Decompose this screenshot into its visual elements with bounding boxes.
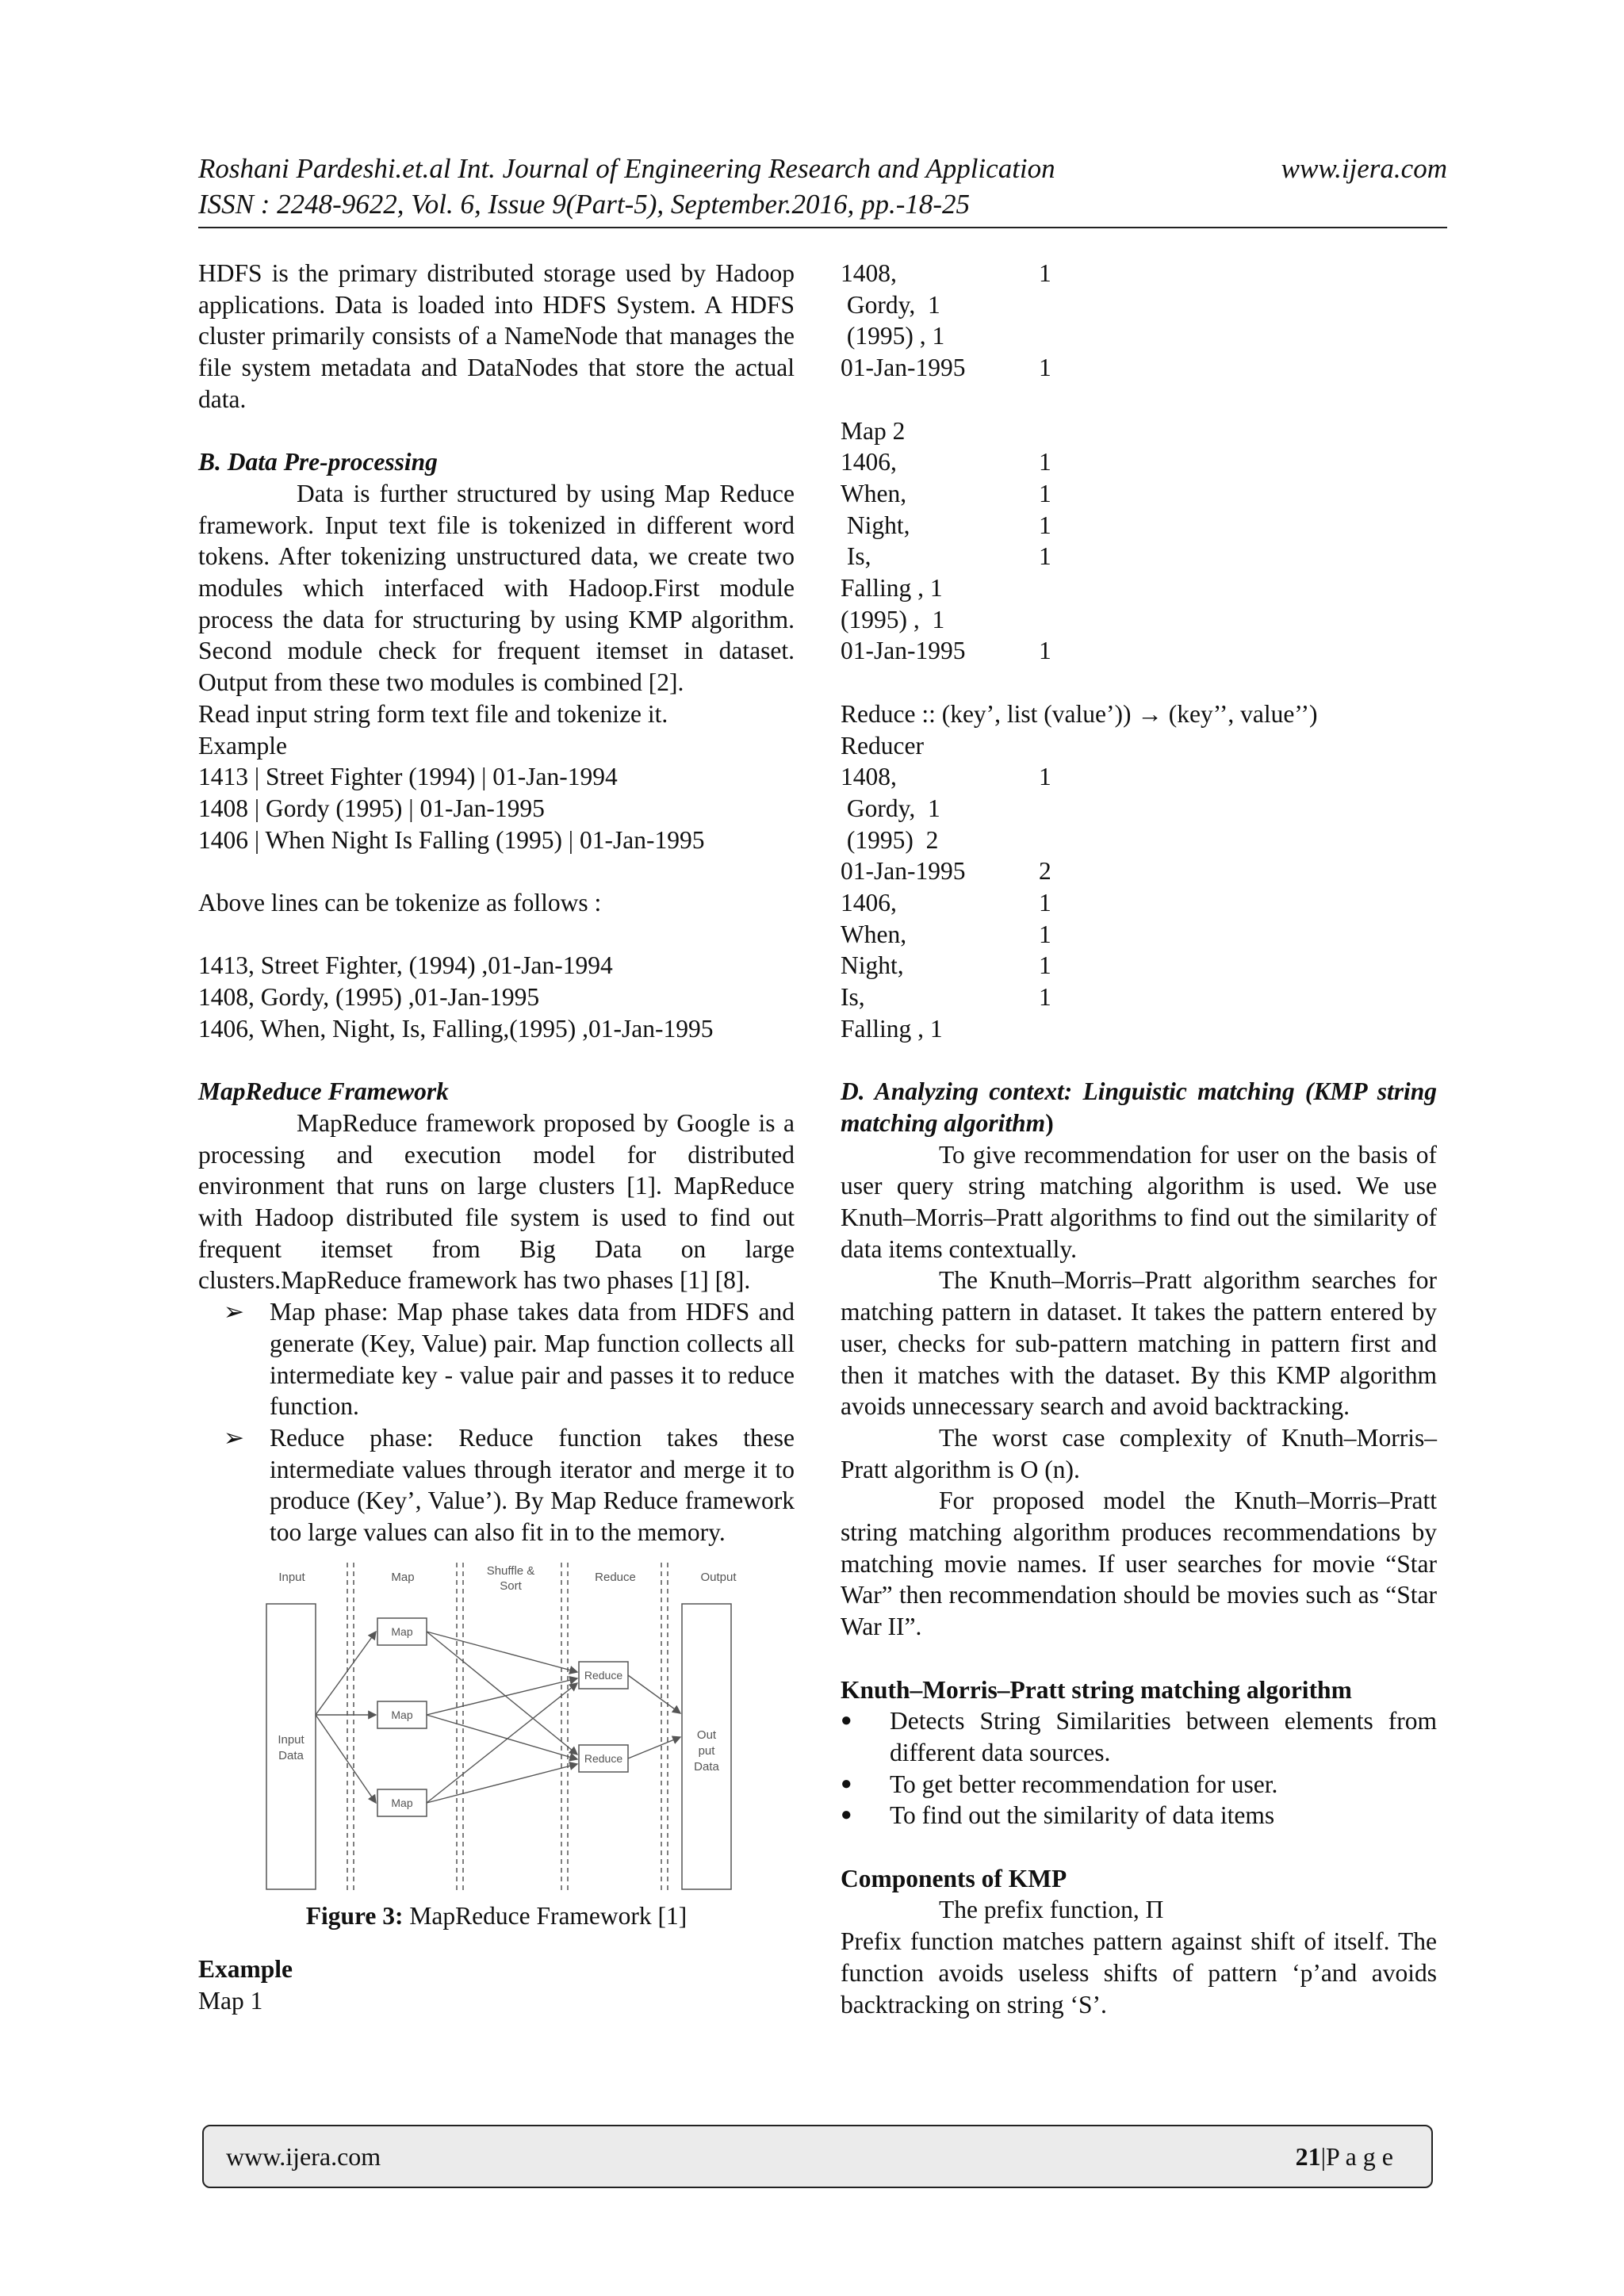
flow-arrow bbox=[427, 1678, 577, 1715]
flow-arrow bbox=[427, 1764, 577, 1803]
kv-row: Night, 1 bbox=[841, 511, 1051, 539]
output-label: Data bbox=[694, 1759, 719, 1774]
kv-row: Is, 1 bbox=[841, 542, 1051, 571]
kv-row: 1408, 1 bbox=[841, 763, 1051, 791]
flow-arrow bbox=[427, 1632, 577, 1672]
header-input: Input bbox=[278, 1570, 305, 1584]
reduce-label: Reduce bbox=[584, 1751, 623, 1765]
prefix-function-line: The prefix function, Π bbox=[939, 1896, 1164, 1924]
flow-arrow bbox=[427, 1715, 577, 1759]
kmp-paragraph: The Knuth–Morris–Pratt algorithm searches for matching pattern in dataset. It takes the pattern entered by user, checks for sub-pattern matching in pattern first and then it matches with the dataset. By this KMP algorithm avoids unnecessary search and avoid backtracking. bbox=[841, 1266, 1437, 1421]
kmp-paragraph: For proposed model the Knuth–Morris–Pratt string matching algorithm produces recommendations by matching movie names. If user searches for movie “Star War” then recommendation should be movies such as “Star War II”. bbox=[841, 1487, 1437, 1641]
kv-row: When, 1 bbox=[841, 920, 1051, 948]
header-output: Output bbox=[700, 1570, 737, 1584]
kv-row: 1406, 1 bbox=[841, 889, 1051, 917]
kv-row: Falling , 1 bbox=[841, 1014, 943, 1043]
example-label: Example bbox=[198, 731, 287, 760]
reduce-label: Reduce bbox=[584, 1668, 623, 1682]
read-input-line: Read input string form text file and tokenize it. bbox=[198, 699, 668, 728]
phase-item bbox=[198, 1296, 795, 1422]
header-reduce: Reduce bbox=[595, 1570, 636, 1584]
kmp-paragraph: To give recommendation for user on the basis of user query string matching algorithm is used. We use Knuth–Morris–Pratt algorithms to find out the similarity of data items contextually. bbox=[841, 1140, 1437, 1263]
kmp-bullet-list bbox=[841, 1705, 1437, 1831]
right-column bbox=[841, 258, 1437, 2020]
tokenize-intro: Above lines can be tokenize as follows : bbox=[198, 889, 602, 917]
list-item: ● To find out the similarity of data items bbox=[841, 1800, 1437, 1831]
map-label: Map bbox=[391, 1624, 413, 1638]
output-label: put bbox=[698, 1743, 715, 1758]
left-column bbox=[198, 258, 795, 2017]
flow-arrow bbox=[427, 1683, 577, 1803]
flow-arrow bbox=[316, 1715, 376, 1803]
input-label: Data bbox=[278, 1748, 304, 1762]
input-data-box bbox=[266, 1604, 316, 1889]
kv-row: 01-Jan-1995 2 bbox=[841, 857, 1051, 886]
page-number: 21|P a g e bbox=[1295, 2141, 1393, 2171]
kmp-heading: Knuth–Morris–Pratt string matching algorithm bbox=[841, 1675, 1352, 1704]
list-item: ● Detects String Similarities between elements from different data sources. bbox=[841, 1705, 1437, 1768]
map2-label: Map 2 bbox=[841, 416, 906, 445]
hdfs-paragraph: HDFS is the primary distributed storage used by Hadoop applications. Data is loaded into HDFS System. A HDFS cluster primarily consists of a NameNode that manages the file system metadata and DataNodes that store the actual data. bbox=[198, 259, 795, 413]
journal-website[interactable]: www.ijera.com bbox=[1281, 153, 1447, 184]
components-heading: Components of KMP bbox=[841, 1864, 1067, 1892]
reduce-signature: Reduce :: (key’, list (value’)) → (key’’, value’’) bbox=[841, 699, 1318, 728]
input-label: Input bbox=[278, 1732, 304, 1747]
map-label: Map bbox=[391, 1796, 413, 1809]
kv-row: (1995) 2 bbox=[841, 825, 939, 854]
journal-citation: Roshani Pardeshi.et.al Int. Journal of Engineering Research and Application bbox=[198, 153, 1055, 184]
header-rule bbox=[198, 227, 1447, 228]
kv-row: 1408, 1 bbox=[841, 259, 1051, 287]
list-item: ● To get better recommendation for user. bbox=[841, 1769, 1437, 1800]
bullet-icon: ● bbox=[841, 1710, 852, 1732]
kv-row: (1995) , 1 bbox=[841, 322, 945, 350]
example-heading: Example bbox=[198, 1955, 293, 1984]
section-d-heading: D. Analyzing context: Linguistic matching (KMP string matching algorithm) bbox=[841, 1077, 1437, 1137]
arrow-bullet-icon: ➢ bbox=[223, 1298, 245, 1326]
footer-website[interactable]: www.ijera.com bbox=[226, 2141, 381, 2171]
kv-row: 01-Jan-1995 1 bbox=[841, 354, 1051, 382]
flow-arrow bbox=[427, 1632, 577, 1755]
kv-row: 01-Jan-1995 1 bbox=[841, 637, 1051, 665]
arrow-bullet-icon: ➢ bbox=[223, 1423, 245, 1452]
header-sort: Sort bbox=[500, 1578, 522, 1593]
flow-arrow bbox=[316, 1632, 376, 1715]
phase-text: Reduce phase: Reduce function takes these intermediate values through iterator and merge it to produce (Key’, Value’). By Map Reduce framework too large values can also fit in to the memory. bbox=[270, 1423, 795, 1547]
mapreduce-diagram bbox=[265, 1555, 772, 1896]
token-line: 1406, When, Night, Is, Falling,(1995) ,01-Jan-1995 bbox=[198, 1014, 714, 1043]
token-line: 1413, Street Fighter, (1994) ,01-Jan-1994 bbox=[198, 951, 613, 980]
kv-row: When, 1 bbox=[841, 479, 1051, 507]
kv-row: 1406, 1 bbox=[841, 448, 1051, 476]
running-header bbox=[198, 151, 1447, 222]
header-map: Map bbox=[391, 1570, 415, 1584]
preprocessing-paragraph: Data is further structured by using Map Reduce framework. Input text file is tokenized in different word tokens. After tokenizing unstructured data, we create two modules which interfaced with Hadoop.First module process the data for structuring by using KMP algorithm. Second module check for frequent itemset in dataset. Output from these two modules is combined [2]. bbox=[198, 479, 795, 697]
reducer-label: Reducer bbox=[841, 731, 924, 760]
kv-row: Falling , 1 bbox=[841, 574, 943, 603]
header-shuffle: Shuffle & bbox=[486, 1563, 535, 1578]
mapreduce-heading: MapReduce Framework bbox=[198, 1077, 449, 1106]
prefix-paragraph: Prefix function matches pattern against shift of itself. The function avoids useless shifts of pattern ‘p’and avoids backtracking on string ‘S’. bbox=[841, 1927, 1437, 2019]
phase-list bbox=[198, 1296, 795, 1548]
mapreduce-figure bbox=[265, 1555, 772, 1896]
example-line: 1408 | Gordy (1995) | 01-Jan-1995 bbox=[198, 794, 545, 822]
kv-row: Gordy, 1 bbox=[841, 290, 940, 319]
kmp-paragraph: The worst case complexity of Knuth–Morris–Pratt algorithm is O (n). bbox=[841, 1423, 1437, 1483]
example-line: 1413 | Street Fighter (1994) | 01-Jan-1994 bbox=[198, 763, 618, 791]
page-footer bbox=[202, 2125, 1433, 2188]
kv-row: Gordy, 1 bbox=[841, 794, 940, 822]
kv-row: Night, 1 bbox=[841, 951, 1051, 980]
map-label: Map bbox=[391, 1708, 413, 1721]
output-label: Out bbox=[696, 1728, 717, 1742]
map1-label: Map 1 bbox=[198, 1987, 263, 2015]
flow-arrow bbox=[628, 1675, 680, 1713]
flow-arrow bbox=[628, 1737, 680, 1758]
mapreduce-paragraph: MapReduce framework proposed by Google is a processing and execution model for distributed environment that runs on large clusters [1]. MapReduce with Hadoop distributed file system is used to find out frequent itemset from Big Data on large clusters.MapReduce framework has two phases [1] [8]. bbox=[198, 1108, 795, 1295]
example-line: 1406 | When Night Is Falling (1995) | 01-Jan-1995 bbox=[198, 825, 705, 854]
kv-row: Is, 1 bbox=[841, 983, 1051, 1012]
bullet-icon: ● bbox=[841, 1773, 852, 1794]
section-b-heading: B. Data Pre-processing bbox=[198, 448, 438, 476]
kv-row: (1995) , 1 bbox=[841, 605, 945, 633]
phase-text: Map phase: Map phase takes data from HDFS and generate (Key, Value) pair. Map function collects all intermediate key - value pair and passes it to reduce function. bbox=[270, 1298, 795, 1421]
figure-caption: Figure 3: MapReduce Framework [1] bbox=[305, 1901, 688, 1930]
phase-item bbox=[198, 1422, 795, 1548]
token-line: 1408, Gordy, (1995) ,01-Jan-1995 bbox=[198, 983, 540, 1012]
issn-line: ISSN : 2248-9622, Vol. 6, Issue 9(Part-5), September.2016, pp.-18-25 bbox=[198, 189, 971, 220]
bullet-icon: ● bbox=[841, 1804, 852, 1826]
